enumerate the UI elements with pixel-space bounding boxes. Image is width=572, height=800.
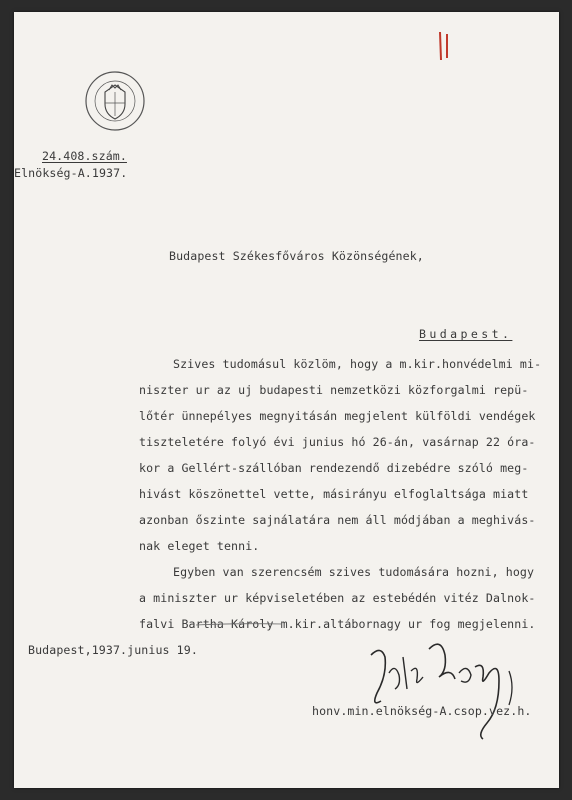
- body-line: nak eleget tenni.: [139, 539, 260, 553]
- recipient: Budapest Székesfőváros Közönségének,: [169, 249, 424, 263]
- letter-page: [14, 12, 559, 788]
- body-line: kor a Gellért-szállóban rendezendő dizebédre szóló meg-: [139, 461, 529, 475]
- body-line: lőtér ünnepélyes megnyitásán megjelent külföldi vendégek: [139, 409, 536, 423]
- body-line: niszter ur az uj budapesti nemzetközi közforgalmi repü-: [139, 383, 529, 397]
- ministry-seal: [84, 70, 146, 132]
- city: Budapest.: [419, 327, 513, 341]
- date-line: Budapest,1937.junius 19.: [28, 643, 198, 657]
- department: Elnökség-A.1937.: [14, 166, 128, 180]
- body-line: Egyben van szerencsém szives tudomására hozni, hogy: [173, 565, 535, 579]
- body-line: Szives tudomásul közlöm, hogy a m.kir.honvédelmi mi-: [173, 357, 542, 371]
- body-line: falvi Bartha Károly m.kir.altábornagy ur fog megjelenni.: [139, 617, 536, 631]
- body-line: hivást köszönettel vette, másirányu elfoglaltsága miatt: [139, 487, 529, 501]
- red-pencil-mark: [434, 30, 454, 62]
- handwritten-signature: [359, 627, 539, 747]
- file-number: 24.408.szám.: [42, 149, 127, 163]
- signature-block: honv.min.elnökség-A.csop.vez.h.: [312, 704, 532, 718]
- body-line: tiszteletére folyó évi junius hó 26-án, vasárnap 22 óra-: [139, 435, 536, 449]
- body-line: a miniszter ur képviseletében az estebédén vitéz Dalnok-: [139, 591, 536, 605]
- body-line: azonban őszinte sajnálatára nem áll módjában a meghivás-: [139, 513, 536, 527]
- pencil-underline: [194, 619, 284, 629]
